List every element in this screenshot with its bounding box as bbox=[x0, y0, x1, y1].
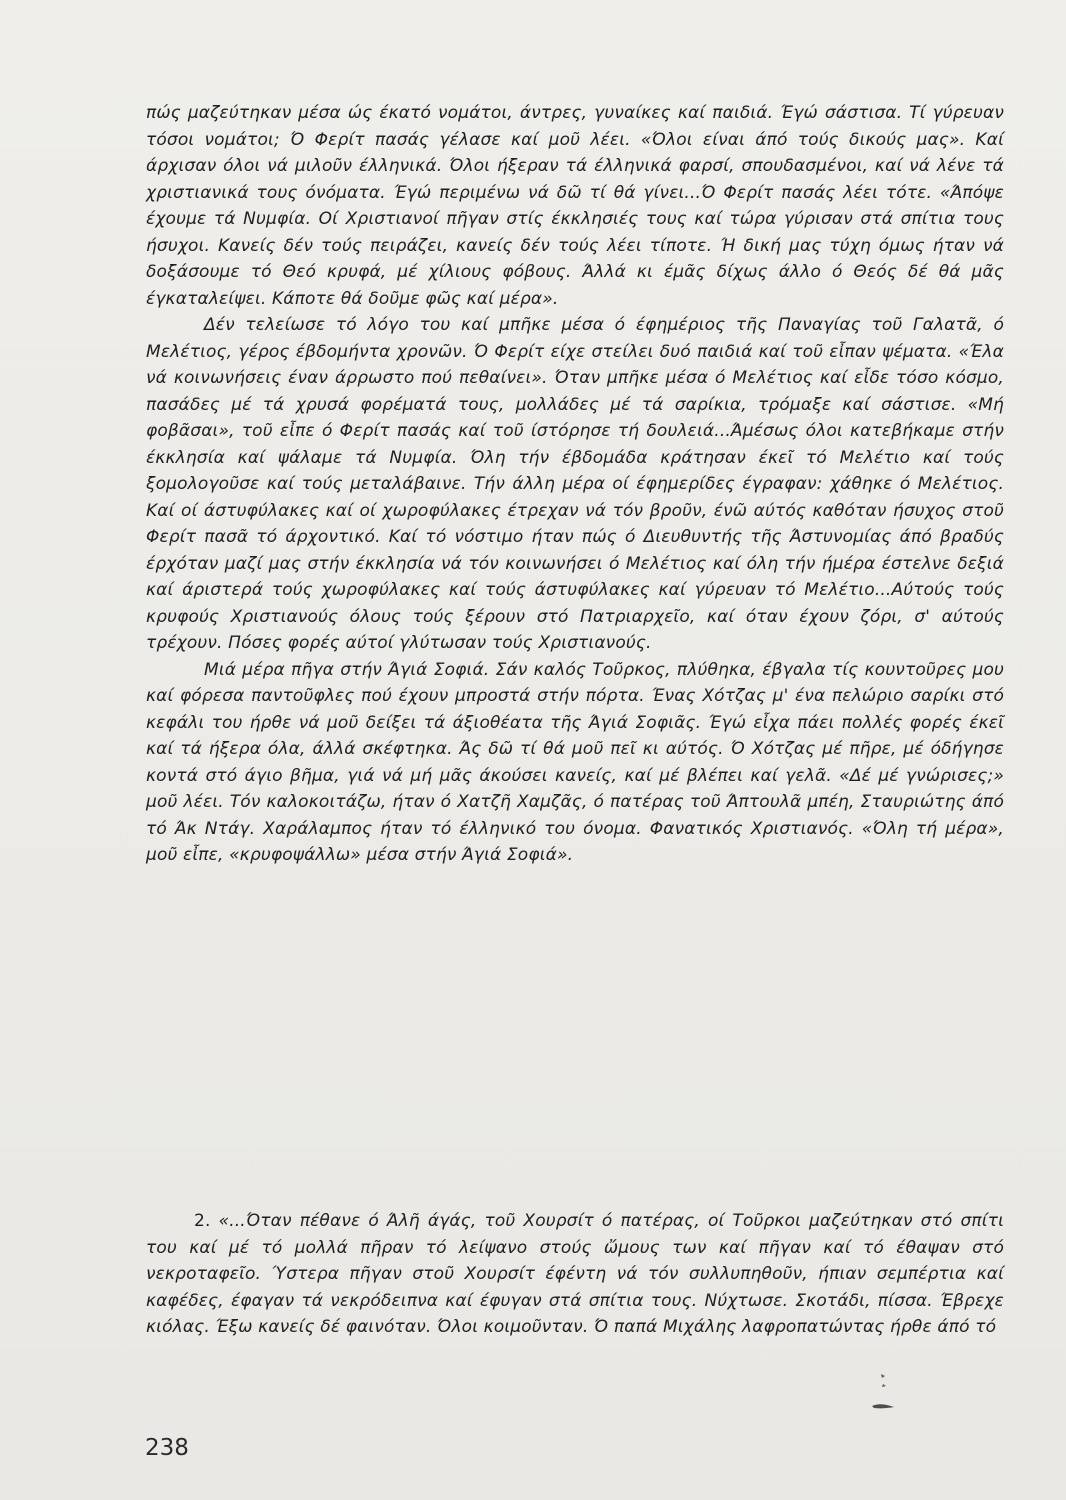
ink-smudge-icon bbox=[870, 1372, 896, 1412]
main-text bbox=[146, 100, 1004, 869]
paragraph-2: Δέν τελείωσε τό λόγο του καί μπῆκε μέσα ό έφημέριος τῆς Παναγίας τοῦ Γαλατᾶ, ό Μελέτιος, γέρος έβδομήντα χρονῶν. Ό Φερίτ είχε στείλει δυό παιδιά καί τοῦ εἶπαν ψέματα. «Έλα νά κοινωνήσεις έναν άρρωστο πού πεθαίνει». Όταν μπῆκε μέσα ό Μελέτιος καί εἶδε τόσο κόσμο, πασάδες μέ τά χρυσά φορέματά τους, μολλάδες μέ τά σαρίκια, τρόμαξε καί σάστισε. «Μή φοβᾶσαι», τοῦ εἶπε ό Φερίτ πασάς καί τοῦ ίστόρησε τή δουλειά...Άμέσως όλοι κατεβήκαμε στήν έκκλησία καί ψάλαμε τά Νυμφία. Όλη τήν έβδομάδα κράτησαν έκεῖ τό Μελέτιο καί τούς ξομολογοῦσε καί τούς μεταλάβαινε. Τήν άλλη μέρα οί έφημερίδες έγραφαν: χάθηκε ό Μελέτιος. Καί οί άστυφύλακες καί οί χωροφύλακες έτρεχαν νά τόν βροῦν, ένῶ αύτός καθόταν ήσυχος στοῦ Φερίτ πασᾶ τό άρχοντικό. Καί τό νόστιμο ήταν πώς ό Διευθυντής τῆς Άστυνομίας άπό βραδύς έρχόταν μαζί μας στήν έκκλησία νά τόν κοινωνήσει ό Μελέτιος καί όλη τήν ήμέρα έστελνε δεξιά καί άριστερά τούς χωροφύλακες καί τούς άστυφύλακες καί γύρευαν τό Μελέτιο...Αύτούς τούς κρυφούς Χριστιανούς όλους τούς ξέρουν στό Πατριαρχεῖο, καί όταν έχουν ζόρι, σ' αύτούς τρέχουν. Πόσες φορές αύτοί γλύτωσαν τούς Χριστιανούς. bbox=[146, 315, 1004, 653]
footnote-text: «...Όταν πέθανε ό Άλῆ άγάς, τοῦ Χουρσίτ ό πατέρας, οί Τοῦρκοι μαζεύτηκαν στό σπίτι του καί μέ τό μολλά πῆραν τό λείψανο στούς ὤμους των καί πῆγαν καί τό έθαψαν στό νεκροταφεῖο. Ύστερα πῆγαν στοῦ Χουρσίτ έφέντη νά τόν συλλυπηθοῦν, ήπιαν σεμπέρτια καί καφέδες, έφαγαν τά νεκρόδειπνα καί έφυγαν στά σπίτια τους. Νύχτωσε. Σκοτάδι, πίσσα. Έβρεχε κιόλας. Έξω κανείς δέ φαινόταν. Όλοι κοιμοῦνταν. Ό παπά Μιχάλης λαφροπατώντας ήρθε άπό τό bbox=[146, 1211, 1004, 1337]
page-number: 238 bbox=[145, 1435, 189, 1461]
footnote-section bbox=[146, 1208, 1004, 1341]
footnote-number: 2. bbox=[194, 1211, 211, 1231]
paragraph-1: πώς μαζεύτηκαν μέσα ώς έκατό νομάτοι, άντρες, γυναίκες καί παιδιά. Έγώ σάστισα. Τί γύρευαν τόσοι νομάτοι; Ό Φερίτ πασάς γέλασε καί μοῦ λέει. «Όλοι είναι άπό τούς δικούς μας». Καί άρχισαν όλοι νά μιλοῦν έλληνικά. Όλοι ήξεραν τά έλληνικά φαρσί, σπουδασμένοι, καί νά λένε τά χριστιανικά τους όνόματα. Έγώ περιμένω νά δῶ τί θά γίνει...Ό Φερίτ πασάς λέει τότε. «Άπόψε έχουμε τά Νυμφία. Οί Χριστιανοί πῆγαν στίς έκκλησιές τους καί τώρα γύρισαν στά σπίτια τους ήσυχοι. Κανείς δέν τούς πειράζει, κανείς δέν τούς λέει τίποτε. Ή δική μας τύχη όμως ήταν νά δοξάσουμε τό Θεό κρυφά, μέ χίλιους φόβους. Άλλά κι έμᾶς δίχως άλλο ό Θεός δέ θά μᾶς έγκαταλείψει. Κάποτε θά δοῦμε φῶς καί μέρα». bbox=[146, 103, 1004, 309]
footnote-2 bbox=[146, 1208, 1004, 1341]
paragraph-3: Μιά μέρα πῆγα στήν Άγιά Σοφιά. Σάν καλός Τοῦρκος, πλύθηκα, έβγαλα τίς κουντοῦρες μου καί φόρεσα παντοῦφλες πού έχουν μπροστά στήν πόρτα. Ένας Χότζας μ' ένα πελώριο σαρίκι στό κεφάλι του ήρθε νά μοῦ δείξει τά άξιοθέατα τῆς Άγιά Σοφιᾶς. Έγώ εἶχα πάει πολλές φορές έκεῖ καί τά ήξερα όλα, άλλά σκέφτηκα. Άς δῶ τί θά μοῦ πεῖ κι αύτός. Ό Χότζας μέ πῆρε, μέ όδήγησε κοντά στό άγιο βῆμα, γιά νά μή μᾶς άκούσει κανείς, καί μέ βλέπει καί γελᾶ. «Δέ μέ γνώρισες;» μοῦ λέει. Τόν καλοκοιτάζω, ήταν ό Χατζῆ Χαμζᾶς, ό πατέρας τοῦ Άπτουλᾶ μπέη, Σταυριώτης άπό τό Άκ Ντάγ. Χαράλαμπος ήταν τό έλληνικό του όνομα. Φανατικός Χριστιανός. «Όλη τή μέρα», μοῦ εἶπε, «κρυφοψάλλω» μέσα στήν Άγιά Σοφιά». bbox=[146, 659, 1004, 865]
